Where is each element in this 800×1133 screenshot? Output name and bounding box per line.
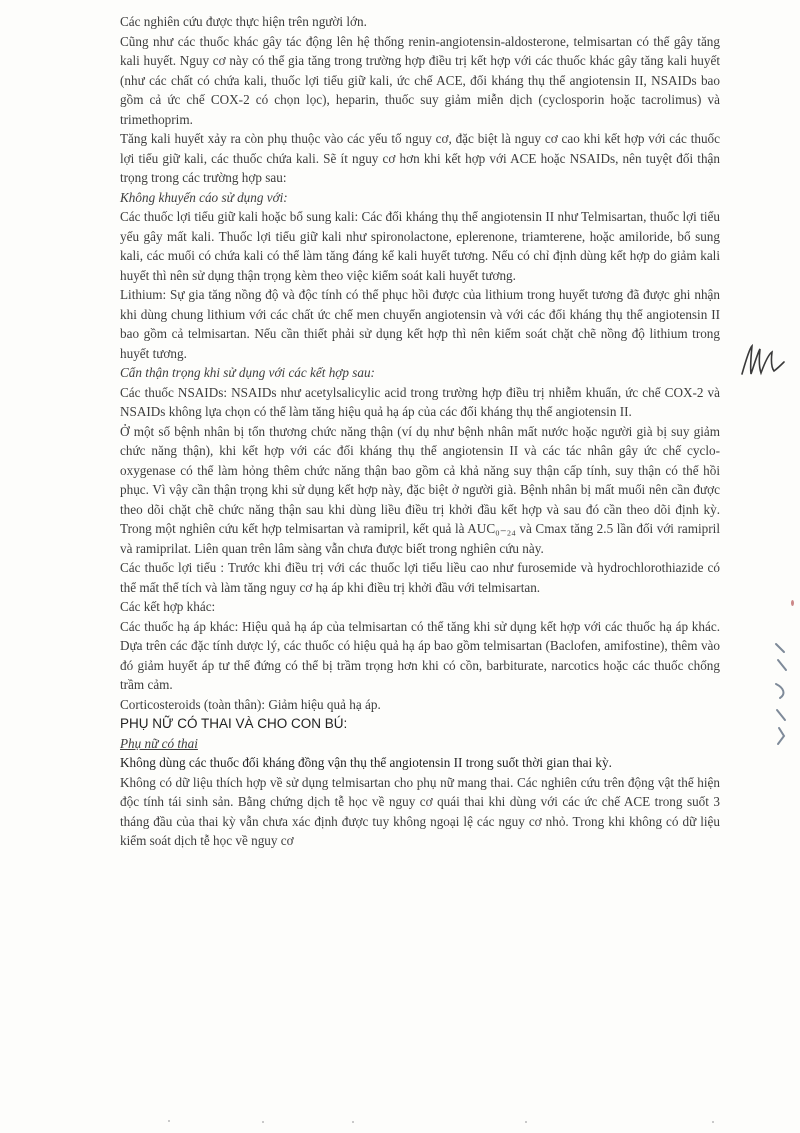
paragraph-antihypertensives: Các thuốc hạ áp khác: Hiệu quả hạ áp của telmisartan có thể tăng khi sử dụng kết hợp với các thuốc hạ áp khác. Dựa trên các đặc tính dược lý, các thuốc có hiệu quả hạ áp bao gồm telmisartan (Baclofen, amifostine), thêm vào đó giảm huyết áp tư thế đứng có thể bị trầm trọng hơn khi có cồn, barbiturate, narcotics hoặc các thuốc chống trầm cảm.: [120, 618, 720, 692]
subheading-pregnant-women: Phụ nữ có thai: [120, 735, 198, 751]
scan-speck: [525, 1121, 527, 1123]
paragraph-lithium: Lithium: Sự gia tăng nồng độ và độc tính có thể phục hồi được của lithium trong huyết tương đã được ghi nhận khi dùng chung lithium với các chất ức chế men chuyển angiotensin và với các đối kháng thụ thể angiotensin II bao gồm cả telmisartan. Nếu cần thiết phải sử dụng kết hợp thì nên kiểm soát chặt chẽ nồng độ lithium trong huyết tương.: [120, 287, 720, 361]
paragraph-renal-impairment: Ở một số bệnh nhân bị tổn thương chức năng thận (ví dụ như bệnh nhân mất nước hoặc người già bị suy giảm chức năng thận), khi kết hợp với các đối kháng thụ thể angiotensin II và các tác nhân gây ức chế cyclo-oxygenase có thể làm hỏng thêm chức năng thận bao gồm cả khả năng suy thận cấp tính, suy thận có thể hồi phục. Vì vậy cần thận trọng khi sử dụng kết hợp này, đặc biệt ở người già. Bệnh nhân bị mất muối nên cần được theo dõi chặt chẽ chức năng thận sau khi dùng liều điều trị khởi đầu kết hợp và sau đó cần theo dõi định kỳ. Trong một nghiên cứu kết hợp telmisartan và ramipril, kết quả là AUC₀₋₂₄ và Cmax tăng 2.5 lần đối với ramipril và ramiprilat. Liên quan trên lâm sàng vẫn chưa được biết trong nghiên cứu này.: [120, 423, 720, 556]
document-body: [120, 12, 720, 851]
handwritten-initials: [738, 340, 786, 380]
paragraph-pregnancy-data: Không có dữ liệu thích hợp về sử dụng telmisartan cho phụ nữ mang thai. Các nghiên cứu trên động vật thể hiện độc tính tái sinh sản. Bằng chứng dịch tễ học về nguy cơ quái thai khi dùng với các ức chế ACE trong suốt 3 tháng đầu của thai kỳ vẫn chưa xác định được tuy không ngoại lệ các nguy cơ nhỏ. Trong khi không có dữ liệu kiểm soát dịch tễ học về nguy cơ: [120, 774, 720, 848]
scan-speck: [168, 1120, 170, 1122]
paragraph-corticosteroids: Corticosteroids (toàn thân): Giảm hiệu quả hạ áp.: [120, 696, 381, 712]
paragraph-diuretics: Các thuốc lợi tiểu : Trước khi điều trị với các thuốc lợi tiểu liều cao như furosemide và hydrochlorothiazide có thể mất thể tích và làm tăng nguy cơ hạ áp khi điều trị khởi đầu với telmisartan.: [120, 560, 720, 595]
paragraph-study-adults: Các nghiên cứu được thực hiện trên người lớn.: [120, 14, 367, 29]
scan-speck: [712, 1121, 714, 1123]
heading-caution-combinations: Cẩn thận trọng khi sử dụng với các kết hợp sau:: [120, 365, 375, 380]
scan-speck: [791, 600, 794, 606]
heading-not-recommended: Không khuyến cáo sử dụng với:: [120, 189, 288, 205]
paragraph-hyperkalemia-risk: Cũng như các thuốc khác gây tác động lên hệ thống renin-angiotensin-aldosterone, telmisartan có thể gây tăng kali huyết. Nguy cơ này có thể gia tăng trong trường hợp điều trị kết hợp với các thuốc khác gây tăng kali huyết (như các chất có chứa kali, thuốc lợi tiểu giữ kali, ức chế ACE, đối kháng thụ thể angiotensin II, NSAIDs bao gồm cả ức chế COX-2 có chọn lọc), heparin, thuốc suy giảm miễn dịch (cyclosporin hoặc tacrolimus) và trimethoprim.: [120, 33, 720, 127]
margin-stamp-mark: [770, 640, 792, 750]
paragraph-nsaids: Các thuốc NSAIDs: NSAIDs như acetylsalicylic acid trong trường hợp điều trị nhiễm khuẩn, ức chế COX-2 và NSAIDs không lựa chọn có thể làm tăng hiệu quả hạ áp của các đối kháng thụ thể angiotensin II.: [120, 384, 720, 419]
scan-speck: [352, 1121, 354, 1123]
section-title-pregnancy: PHỤ NỮ CÓ THAI VÀ CHO CON BÚ:: [120, 716, 348, 731]
paragraph-potassium-diuretics: Các thuốc lợi tiểu giữ kali hoặc bổ sung kali: Các đối kháng thụ thể angiotensin II như Telmisartan, thuốc lợi tiểu yếu gây mất kali. Thuốc lợi tiểu giữ kali như spironolactone, eplerenone, triamterene, hoặc amiloride, bổ sung kali, các muối có chứa kali có thể làm tăng đáng kể kali huyết tương. Nếu có chỉ định dùng kết hợp do giảm kali huyết thì nên sử dụng thận trọng kèm theo việc kiểm soát kali huyết tương.: [120, 209, 720, 283]
scan-speck: [262, 1121, 264, 1123]
paragraph-pregnancy-contraindication: Không dùng các thuốc đối kháng đồng vận thụ thể angiotensin II trong suốt thời gian thai kỳ.: [120, 755, 612, 770]
heading-other-combinations: Các kết hợp khác:: [120, 599, 216, 614]
paragraph-risk-factors: Tăng kali huyết xảy ra còn phụ thuộc vào các yếu tố nguy cơ, đặc biệt là nguy cơ cao khi kết hợp với các thuốc lợi tiểu giữ kali, các thuốc chứa kali. Sẽ ít nguy cơ hơn khi kết hợp với ACE hoặc NSAIDs, nên tuyệt đối thận trọng trong các trường hợp sau:: [120, 131, 720, 185]
